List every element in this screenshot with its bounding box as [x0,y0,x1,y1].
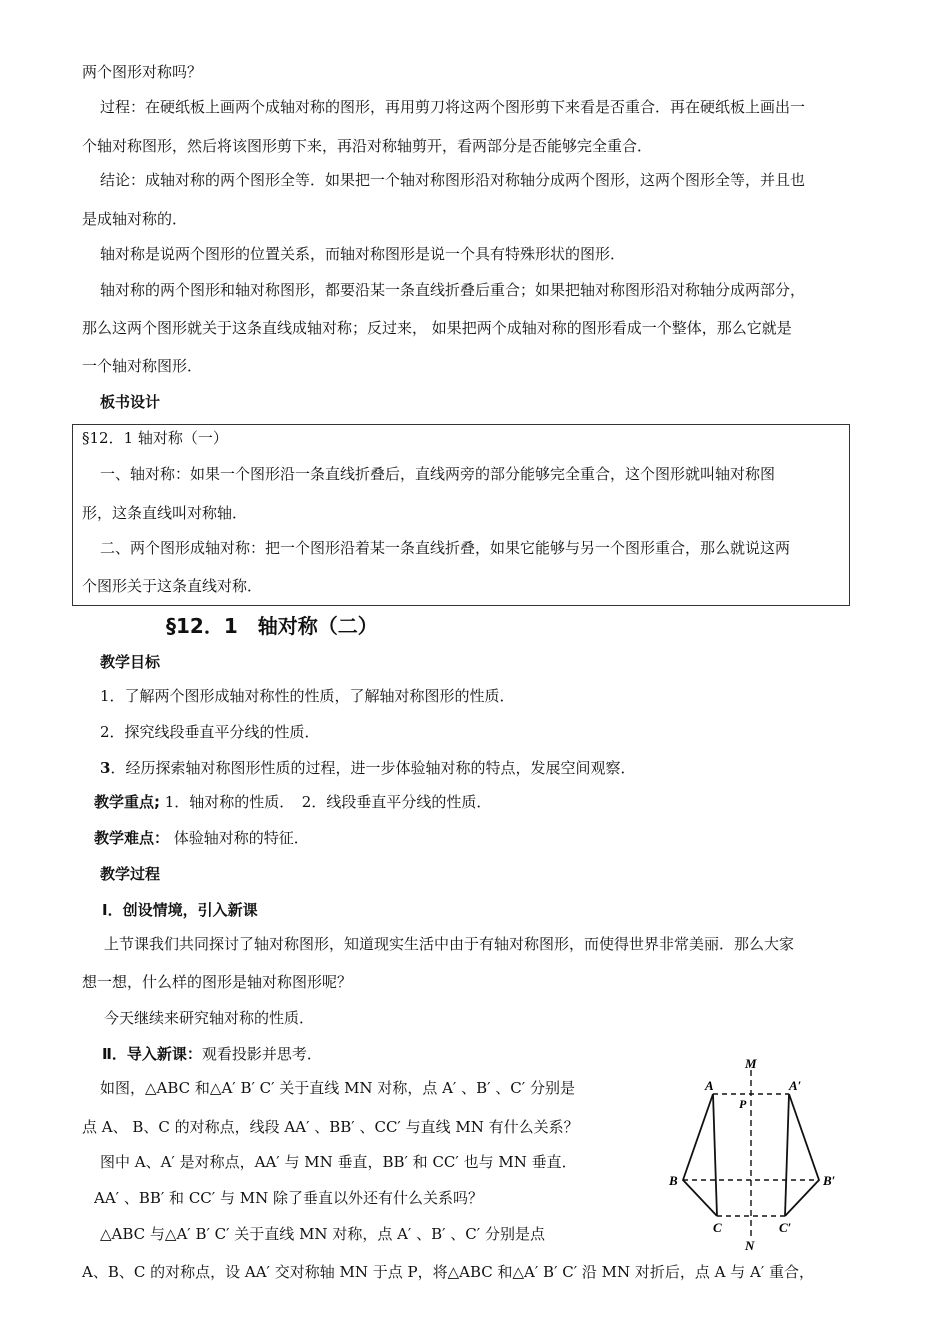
step1-heading: Ⅰ．创设情境，引入新课 [102,901,258,919]
triangle-abc-prime [785,1094,819,1216]
goal-item: 2．探究线段垂直平分线的性质． [100,723,320,741]
goal-number: 3 [100,759,111,777]
text-line: 结论：成轴对称的两个图形全等．如果把一个轴对称图形沿对称轴分成两个图形，这两个图形全等，并且也 [100,171,806,189]
difficult-points [94,828,309,848]
text-line: 个轴对称图形，然后将该图形剪下来，再沿对称轴剪开，看两部分是否能够完全重合． [82,137,653,155]
text-line: A、B、C 的对称点，设 AA′ 交对称轴 MN 于点 P，将△ABC 和△A′ B′ C′ 沿 MN 对折后，点 A 与 A′ 重合， [82,1263,815,1281]
text-line: 如图，△ABC 和△A′ B′ C′ 关于直线 MN 对称，点 A′ 、B′ 、C′ 分别是 [100,1079,575,1097]
board-text: 个图形关于这条直线对称． [82,577,263,595]
text-line: 今天继续来研究轴对称的性质． [104,1009,315,1027]
goal-item: 1．了解两个图形成轴对称性的性质，了解轴对称图形的性质． [100,687,515,705]
text-line: 点 A、 B、C 的对称点，线段 AA′ 、BB′ 、CC′ 与直线 MN 有什么关系？ [82,1118,579,1136]
triangle-abc [683,1094,717,1216]
goals-heading: 教学目标 [100,653,161,671]
section-title: §12．1 轴对称（二） [166,614,378,638]
board-text: 二、两个图形成轴对称：把一个图形沿着某一条直线折叠，如果它能够与另一个图形重合，那么就说这两 [100,539,791,557]
key-points-text: 1．轴对称的性质． 2．线段垂直平分线的性质． [160,793,492,811]
text-line: 一个轴对称图形． [82,357,203,375]
edge-ac [713,1094,717,1216]
label-n: N [745,1238,755,1252]
label-a-prime: A′ [789,1078,802,1093]
text-line: 轴对称是说两个图形的位置关系，而轴对称图形是说一个具有特殊形状的图形． [100,245,626,263]
board-heading: 板书设计 [100,393,161,411]
text-line: 过程：在硬纸板上画两个成轴对称的图形，再用剪刀将这两个图形剪下来看是否重合．再在硬纸板上画出一 [100,98,806,116]
label-m: M [745,1056,757,1071]
board-text: 一、轴对称：如果一个图形沿一条直线折叠后，直线两旁的部分能够完全重合，这个图形就叫轴对称图 [100,465,776,483]
key-points [94,792,491,812]
text-line: 两个图形对称吗？ [82,63,203,81]
symmetry-figure [665,1052,865,1252]
step2-heading: Ⅱ．导入新课： [102,1045,202,1063]
text-line: AA′ 、BB′ 和 CC′ 与 MN 除了垂直以外还有什么关系吗？ [94,1189,483,1207]
difficult-points-text: 体验轴对称的特征． [169,829,309,847]
label-p: P [739,1097,747,1111]
label-b: B [669,1173,678,1188]
step2 [102,1044,322,1064]
text-line: 那么这两个图形就关于这条直线成轴对称；反过来， 如果把两个成轴对称的图形看成一个整体，那么它就是 [82,319,792,337]
difficult-points-label: 教学难点： [94,829,170,847]
text-line: 轴对称的两个图形和轴对称图形，都要沿某一条直线折叠后重合；如果把轴对称图形沿对称轴分成两部分， [100,281,806,299]
text-line: △ABC 与△A′ B′ C′ 关于直线 MN 对称，点 A′ 、B′ 、C′ 分别是点 [100,1225,545,1243]
process-heading: 教学过程 [100,865,161,883]
step2-text: 观看投影并思考． [201,1045,322,1063]
label-c: C [713,1220,722,1235]
label-a: A [705,1078,714,1093]
text-line: 是成轴对称的． [82,210,188,228]
text-line: 图中 A、A′ 是对称点，AA′ 与 MN 垂直，BB′ 和 CC′ 也与 MN 垂直． [100,1153,577,1171]
text-line: 想一想，什么样的图形是轴对称图形呢？ [82,973,353,991]
key-points-label: 教学重点; [94,793,160,811]
board-title: §12．1 轴对称（一） [82,429,228,447]
edge-ac-prime [785,1094,789,1216]
board-text: 形，这条直线叫对称轴． [82,504,248,522]
text-line: 上节课我们共同探讨了轴对称图形，知道现实生活中由于有轴对称图形，而使得世界非常美丽．那么大家 [104,935,795,953]
label-b-prime: B′ [823,1173,836,1188]
label-c-prime: C′ [779,1220,792,1235]
goal-item [100,758,635,778]
goal-text: ．经历探索轴对称图形性质的过程，进一步体验轴对称的特点，发展空间观察． [110,759,636,777]
